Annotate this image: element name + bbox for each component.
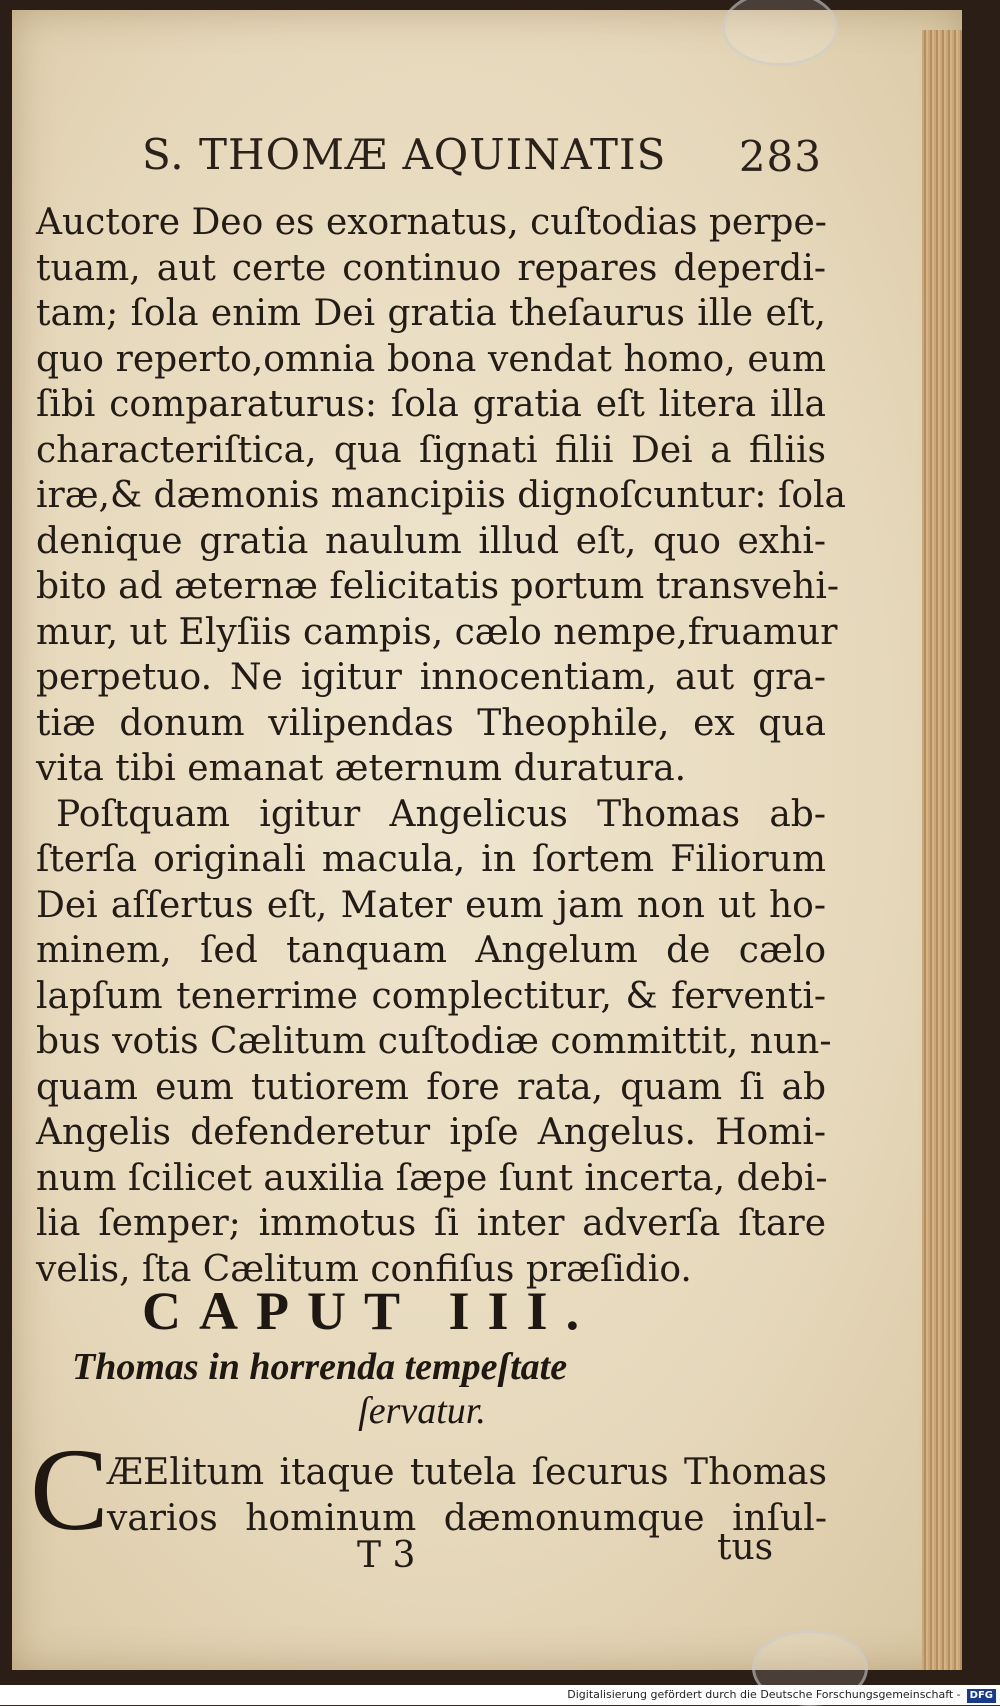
running-head-title: S. THOMÆ AQUINATIS [142, 130, 667, 179]
body-text [36, 200, 846, 1292]
text-line: num ſcilicet auxilia ſæpe ſunt incerta, debi- [36, 1157, 828, 1199]
catchword: tus [717, 1527, 774, 1568]
chapter-subtitle-line-1: Thomas in horrenda tempeſtate [72, 1346, 568, 1388]
text-line: lapſum tenerrime complectitur, & ferventi- [36, 975, 826, 1017]
text-line: tam; ſola enim Dei gratia theſaurus ille eſt, [36, 293, 826, 334]
book-page [12, 10, 962, 1670]
text-line: ÆElitum itaque tutela ſecurus Thomas [107, 1452, 827, 1493]
text-line: quam eum tutiorem fore rata, quam ſi ab [36, 1066, 826, 1108]
text-line: vita tibi emanat æternum duratura. [36, 748, 687, 789]
text-line: tiæ donum vilipendas Theophile, ex qua [36, 702, 826, 744]
text-line: bus votis Cælitum cuſtodiæ committit, nun- [36, 1021, 832, 1062]
chapter-subtitle-line-2: ſervatur. [358, 1390, 486, 1432]
paragraph-2-cont [36, 837, 832, 1292]
dfg-logo: DFG [967, 1689, 996, 1703]
text-line: ſibi comparaturus: ſola gratia eſt litera illa [36, 384, 826, 425]
text-line: ſterſa originali macula, in ſortem Filiorum [36, 839, 826, 880]
text-line: iræ,& dæmonis mancipiis dignoſcuntur: ſola [36, 475, 846, 516]
chapter-heading: CAPUT III. [142, 1281, 598, 1341]
text-line: characteriſtica, qua ſignati filii Dei a filiis [36, 429, 826, 471]
text-line: minem, ſed tanquam Angelum de cælo [36, 930, 826, 971]
text-line: velis, ſta Cælitum confiſus præſidio. [36, 1248, 692, 1290]
text-line: tuam, aut certe continuo repares deperdi- [36, 247, 826, 289]
text-line: Angelis defenderetur ipſe Angelus. Homi- [36, 1112, 826, 1153]
page-number: 283 [738, 132, 822, 181]
text-line: Auctore Deo es exornatus, cuſtodias perpe- [36, 202, 827, 243]
text-line: varios hominum dæmonumque inſul- [107, 1498, 827, 1539]
page-fore-edge [922, 30, 962, 1670]
paragraph-2 [36, 792, 826, 838]
text-line: lia ſemper; immotus ſi inter adverſa ſtare [36, 1203, 826, 1244]
running-head [142, 130, 822, 190]
chapter-subtitle [72, 1345, 772, 1433]
text-line: mur, ut Elyſiis campis, cælo nempe,fruamur [36, 611, 838, 653]
text-line: denique gratia naulum illud eſt, quo exhi- [36, 520, 826, 562]
credit-text: Digitalisierung gefördert durch die Deutsche Forschungsgemeinschaft - [567, 1688, 961, 1701]
text-line: bito ad æternæ felicitatis portum transvehi- [36, 566, 840, 607]
signature-mark: T 3 [357, 1535, 416, 1576]
digitization-credit [0, 1685, 1000, 1705]
drop-cap: C [30, 1424, 109, 1555]
text-line: perpetuo. Ne igitur innocentiam, aut gra- [36, 657, 826, 698]
text-line: Poſtquam igitur Angelicus Thomas ab- [56, 793, 826, 835]
page-footer [12, 1527, 812, 1585]
paragraph-1 [36, 200, 846, 792]
text-line: Dei aſſertus eſt, Mater eum jam non ut ho- [36, 884, 826, 926]
page-clip-top [722, 0, 838, 66]
text-line: quo reperto,omnia bona vendat homo, eum [36, 338, 826, 380]
